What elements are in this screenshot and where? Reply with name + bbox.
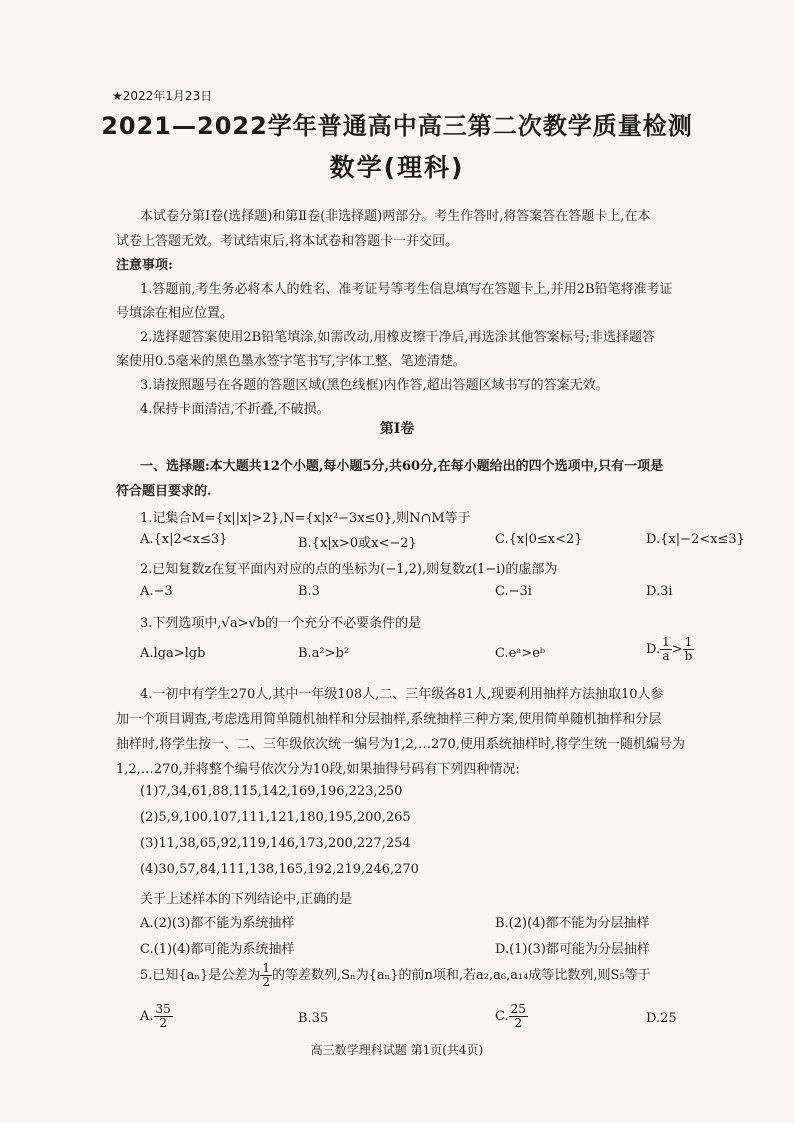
q1-option-b: B.{x|x>0或x<−2}: [298, 536, 417, 551]
q4-option-d: D.(1)(3)都可能为分层抽样: [495, 942, 650, 957]
q2-option-c: C.−3i: [495, 584, 532, 599]
q4-question: 关于上述样本的下列结论中,正确的是: [140, 892, 353, 907]
q3-fraction-2-denominator: b: [684, 649, 693, 663]
q3-stem: 3.下列选项中,√a>√b的一个充分不必要条件的是: [140, 616, 422, 631]
q4-sample-4: (4)30,57,84,111,138,165,192,219,246,270: [140, 862, 419, 877]
note-2a: 2.选择题答案使用2B铅笔填涂,如需改动,用橡皮擦干净后,再选涂其他答案标号;非选择题答: [140, 330, 656, 345]
exam-date: ★2022年1月23日: [112, 89, 213, 103]
q5-stem-prefix: 5.已知{aₙ}是公差为: [140, 968, 261, 983]
exam-subject: 数学(理科): [329, 153, 465, 182]
q4-sample-1: (1)7,34,61,88,115,142,169,196,223,250: [140, 784, 403, 799]
q3-option-a: A.lga>lgb: [140, 646, 206, 661]
q3-option-c: C.eᵃ>eᵇ: [495, 646, 546, 661]
q5-stem-suffix: 的等差数列,Sₙ为{aₙ}的前n项和,若a₂,a₆,a₁₄成等比数列,则S₅等于: [271, 968, 651, 983]
q4-line-1: 4.一初中有学生270人,其中一年级108人,二、三年级各81人,现要利用抽样方法抽取10人参: [140, 687, 664, 702]
notes-heading: 注意事项:: [116, 258, 173, 273]
q4-sample-3: (3)11,38,65,92,119,146,173,200,227,254: [140, 836, 411, 851]
q1-option-c: C.{x|0≤x<2}: [495, 532, 583, 547]
exam-title: 2021—2022学年普通高中高三第二次教学质量检测: [101, 112, 693, 140]
q3-option-d-operator: >: [671, 642, 683, 657]
q4-line-3: 抽样时,将学生按一、二、三年级依次统一编号为1,2,…270,使用系统抽样时,将学生统一随机编号为: [116, 737, 686, 752]
section-intro-b: 符合题目要求的.: [116, 484, 212, 499]
q4-option-c: C.(1)(4)都可能为系统抽样: [140, 942, 295, 957]
q5-option-b: B.35: [298, 1011, 329, 1026]
q3-option-d: [646, 636, 694, 663]
q5-stem-fraction-numerator: 1: [262, 961, 270, 975]
q5-stem: [140, 962, 651, 989]
note-2b: 案使用0.5毫米的黑色墨水签字笔书写,字体工整、笔迹清楚。: [116, 354, 466, 369]
q3-fraction-1-numerator: 1: [662, 635, 670, 649]
q5-option-c-fraction: [509, 1003, 528, 1030]
q5-option-c-prefix: C.: [495, 1009, 509, 1024]
q1-stem: 1.记集合M={x||x|>2},N={x|x²−3x≤0},则N∩M等于: [140, 511, 471, 526]
q4-option-b: B.(2)(4)都不能为分层抽样: [495, 916, 650, 931]
q5-option-c: [495, 1003, 528, 1030]
q3-option-d-prefix: D.: [646, 642, 661, 657]
q1-option-d: D.{x|−2<x≤3}: [646, 532, 745, 547]
q4-option-a: A.(2)(3)都不能为系统抽样: [140, 916, 295, 931]
q3-option-b: B.a²>b²: [298, 646, 350, 661]
q3-fraction-1: [660, 636, 672, 663]
q2-option-b: B.3: [298, 584, 320, 599]
section-title: 第Ⅰ卷: [379, 421, 415, 437]
note-3: 3.请按照题号在各题的答题区域(黑色线框)内作答,超出答题区域书写的答案无效。: [140, 378, 609, 393]
q5-option-a-prefix: A.: [140, 1009, 154, 1024]
section-intro-a: 一、选择题:本大题共12个小题,每小题5分,共60分,在每小题给出的四个选项中,只有一项是: [140, 459, 664, 474]
q3-fraction-2: [683, 636, 695, 663]
q2-stem: 2.已知复数z在复平面内对应的点的坐标为(−1,2),则复数z(1−i)的虚部为: [140, 562, 558, 577]
q3-fraction-1-denominator: a: [662, 649, 670, 663]
intro-line-1: 本试卷分第Ⅰ卷(选择题)和第Ⅱ卷(非选择题)两部分。考生作答时,将答案答在答题卡上,在本: [140, 209, 651, 224]
q5-option-c-numerator: 25: [510, 1002, 526, 1016]
note-1b: 号填涂在相应位置。: [116, 306, 234, 321]
q2-option-a: A.−3: [140, 584, 173, 599]
intro-line-2: 试卷上答题无效。考试结束后,将本试卷和答题卡一并交回。: [116, 234, 459, 249]
q5-option-a-numerator: 35: [155, 1002, 171, 1016]
q4-line-4: 1,2,…270,并将整个编号依次分为10段,如果抽得号码有下列四种情况:: [116, 762, 520, 777]
page-footer: 高三数学理科试题 第1页(共4页): [310, 1043, 484, 1057]
q5-option-a-denominator: 2: [159, 1016, 167, 1030]
q5-stem-fraction-denominator: 2: [262, 975, 270, 989]
q5-stem-fraction: [260, 962, 272, 989]
note-4: 4.保持卡面清洁,不折叠,不破损。: [140, 402, 330, 417]
q1-option-a: A.{x|2<x≤3}: [140, 532, 228, 547]
q2-option-d: D.3i: [646, 584, 673, 599]
q5-option-a-fraction: [154, 1003, 173, 1030]
q4-line-2: 加一个项目调查,考虑选用简单随机抽样和分层抽样,系统抽样三种方案,使用简单随机抽样和分层: [116, 712, 662, 727]
q5-option-d: D.25: [646, 1011, 677, 1026]
q5-option-c-denominator: 2: [514, 1016, 523, 1030]
q4-sample-2: (2)5,9,100,107,111,121,180,195,200,265: [140, 810, 411, 825]
note-1a: 1.答题前,考生务必将本人的姓名、准考证号等考生信息填写在答题卡上,并用2B铅笔将准考证: [140, 282, 673, 297]
q3-fraction-2-numerator: 1: [683, 636, 695, 650]
q5-option-a: [140, 1003, 173, 1030]
